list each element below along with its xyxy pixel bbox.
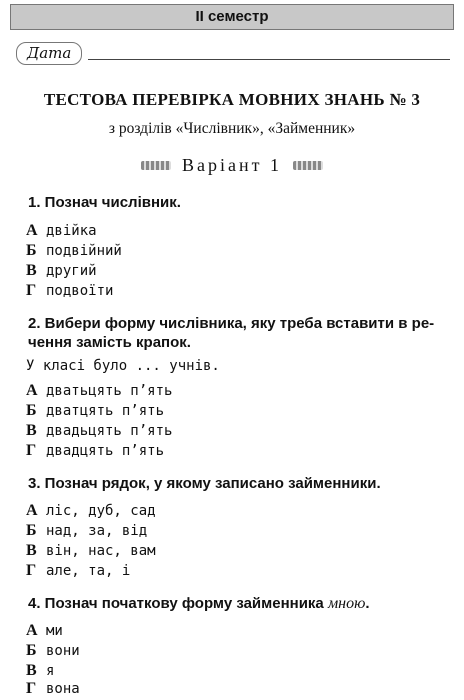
q4-option-d[interactable] xyxy=(26,680,80,698)
option-text: вони xyxy=(46,643,80,659)
option-letter: Г xyxy=(26,282,37,299)
option-letter: В xyxy=(26,422,37,439)
q1-option-a[interactable] xyxy=(26,222,97,240)
semester-header xyxy=(10,4,454,30)
q1-option-b[interactable] xyxy=(26,242,122,260)
q3-option-d[interactable] xyxy=(26,562,130,580)
option-text: ми xyxy=(46,623,63,639)
option-text: двадьцять п’ять xyxy=(46,423,173,439)
option-letter: А xyxy=(26,622,38,639)
option-text: дватьцять п’ять xyxy=(46,383,173,399)
question-2-line1: 2. Вибери форму числівника, яку треба вставити в ре- xyxy=(28,315,435,332)
option-text: подвоїти xyxy=(46,283,114,299)
option-text: він, нас, вам xyxy=(46,543,156,559)
option-letter: Б xyxy=(26,242,37,259)
variant-label: Варіант 1 xyxy=(182,155,282,175)
option-text: дватцять п’ять xyxy=(46,403,165,419)
q1-option-d[interactable] xyxy=(26,282,113,300)
question-2-line2: чення замість крапок. xyxy=(28,334,191,351)
option-text: над, за, від xyxy=(46,523,148,539)
q2-option-d[interactable] xyxy=(26,442,164,460)
option-text: ліс, дуб, сад xyxy=(46,503,156,519)
option-letter: Б xyxy=(26,522,37,539)
ornament-right-icon xyxy=(293,161,323,170)
question-1: 1. Познач числівник. xyxy=(28,194,181,211)
option-text: подвійний xyxy=(46,243,122,259)
option-letter: Г xyxy=(26,562,37,579)
q2-stem-sentence: У класі було ... учнів. xyxy=(26,358,220,374)
ornament-left-icon xyxy=(141,161,171,170)
q2-option-b[interactable] xyxy=(26,402,164,420)
date-line xyxy=(88,59,450,60)
q3-option-a[interactable] xyxy=(26,502,156,520)
page-title: ТЕСТОВА ПЕРЕВІРКА МОВНИХ ЗНАНЬ № 3 xyxy=(43,90,421,109)
option-letter: В xyxy=(26,542,37,559)
question-4-text: 4. Познач початкову форму займенника xyxy=(28,595,324,612)
q3-option-c[interactable] xyxy=(26,542,156,560)
question-4 xyxy=(28,594,456,614)
date-label: Дата xyxy=(16,42,82,65)
option-letter: В xyxy=(26,262,37,279)
option-text: я xyxy=(46,663,55,679)
option-text: другий xyxy=(46,263,97,279)
q1-option-c[interactable] xyxy=(26,262,97,280)
page-subtitle: з розділів «Числівник», «Займенник» xyxy=(108,120,356,137)
semester-label: ІІ семестр xyxy=(195,8,269,25)
q4-option-c[interactable] xyxy=(26,662,54,680)
q4-option-a[interactable] xyxy=(26,622,63,640)
variant-row xyxy=(0,155,464,176)
q2-option-a[interactable] xyxy=(26,382,172,400)
q2-option-c[interactable] xyxy=(26,422,172,440)
question-4-keyword: мною xyxy=(327,595,366,612)
option-letter: В xyxy=(26,662,37,679)
q3-option-b[interactable] xyxy=(26,522,147,540)
option-letter: Г xyxy=(26,680,37,697)
question-4-end: . xyxy=(365,595,370,612)
option-text: двійка xyxy=(46,223,97,239)
option-letter: А xyxy=(26,382,38,399)
option-letter: Б xyxy=(26,402,37,419)
option-text: але, та, і xyxy=(46,563,131,579)
option-text: вона xyxy=(46,681,80,697)
q4-option-b[interactable] xyxy=(26,642,80,660)
option-letter: Г xyxy=(26,442,37,459)
option-letter: А xyxy=(26,222,38,239)
option-letter: Б xyxy=(26,642,37,659)
question-3: 3. Познач рядок, у якому записано займенники. xyxy=(28,475,381,492)
option-letter: А xyxy=(26,502,38,519)
option-text: двадцять п’ять xyxy=(46,443,165,459)
